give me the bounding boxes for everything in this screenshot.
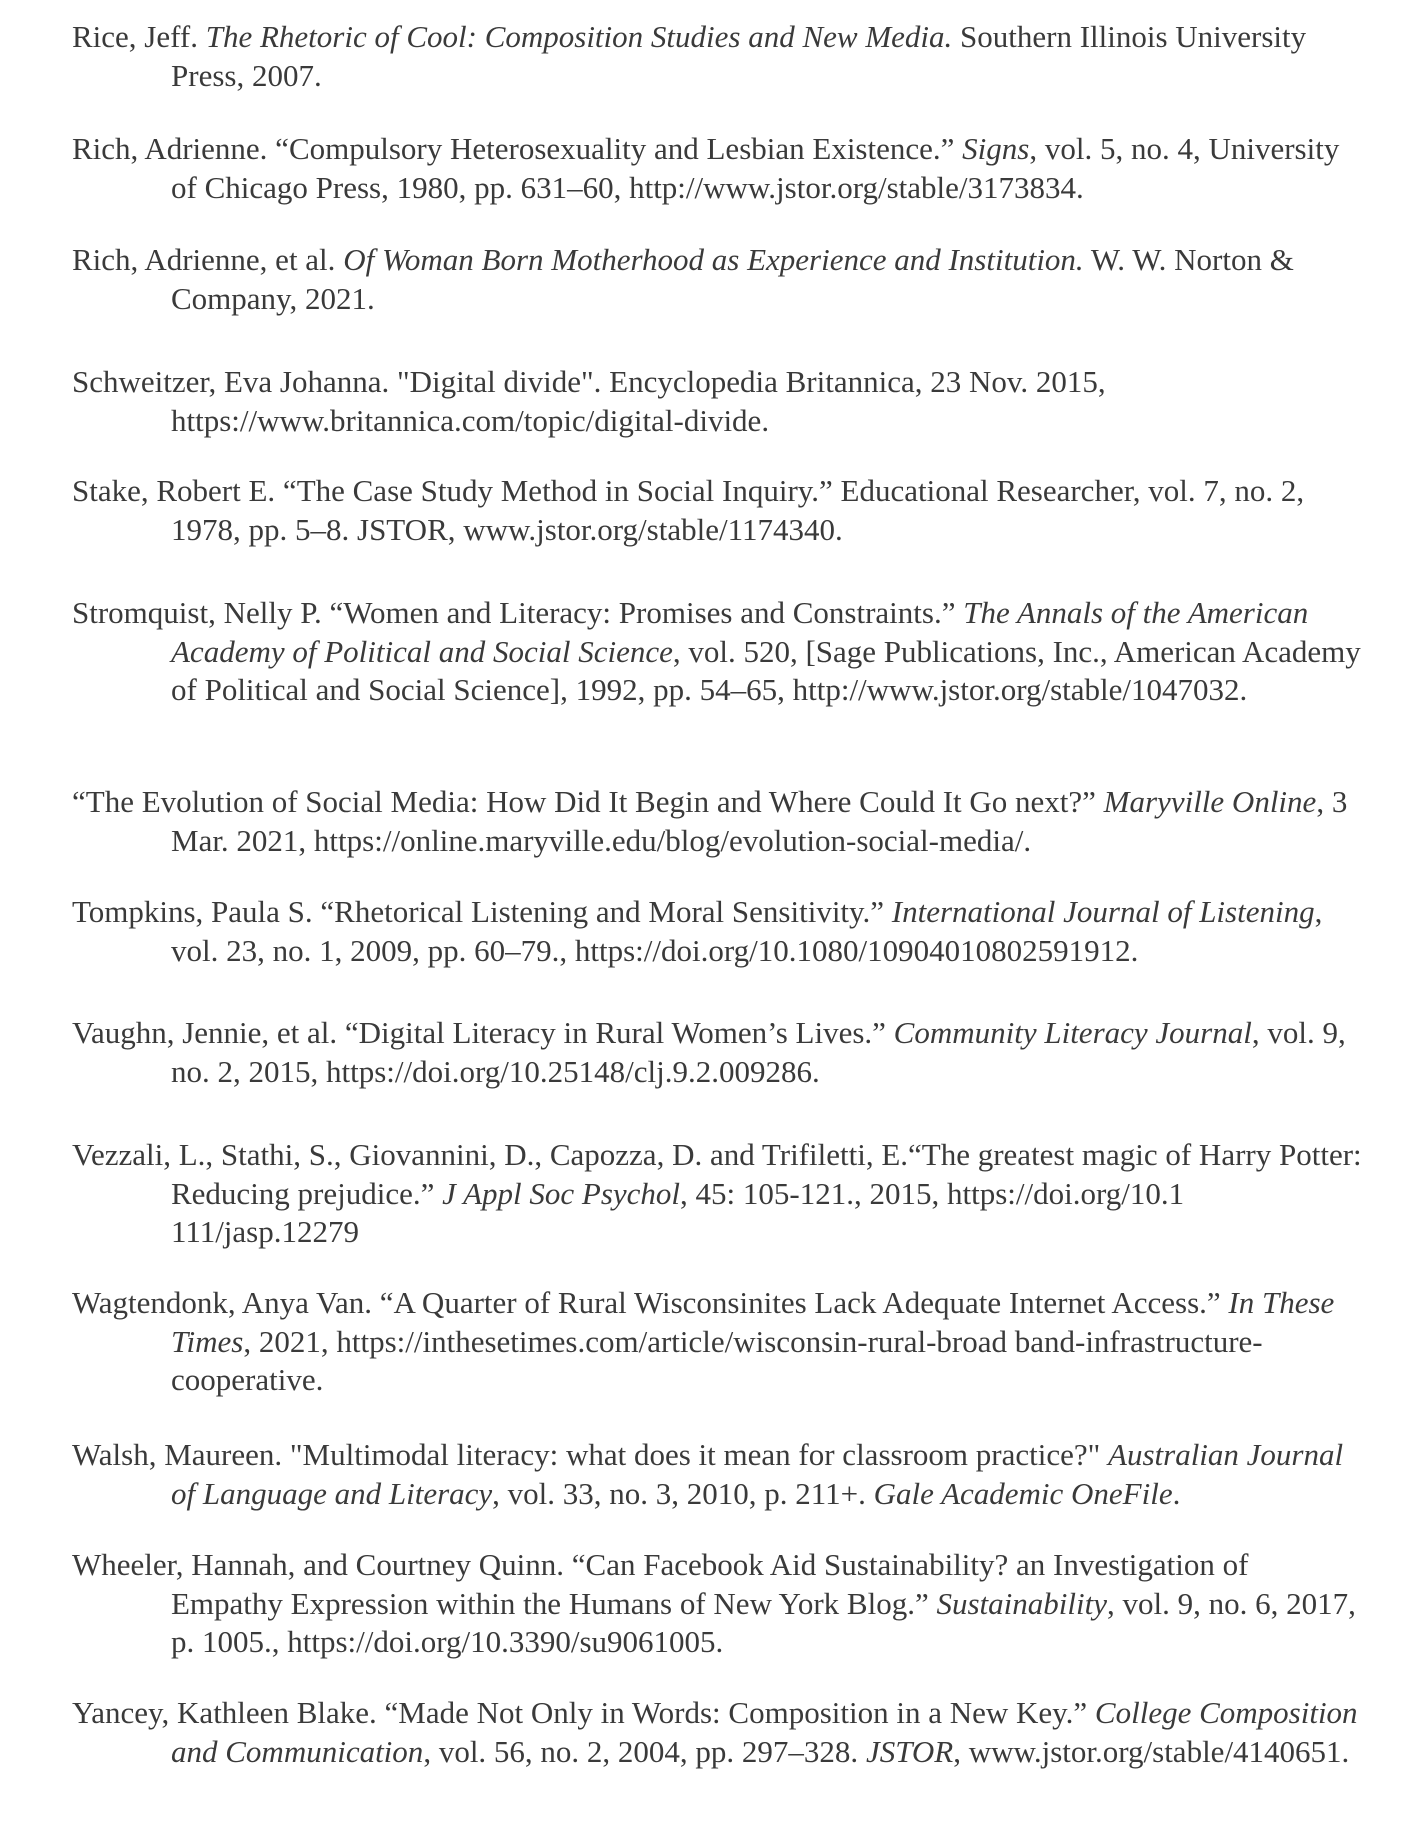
citation-entry: [72, 18, 1362, 95]
citation-text: Rice, Jeff.: [72, 19, 206, 54]
citation-entry: [72, 1014, 1362, 1091]
citation-entry: [72, 363, 1362, 440]
citation-entry: [72, 130, 1362, 207]
citation-italic-title: Of Woman Born Motherhood as Experience and Institution.: [343, 242, 1084, 277]
citation-text: Southern Illinois University Press, 2007.: [171, 19, 1307, 93]
citation-entry: [72, 1546, 1362, 1662]
citation-italic-title: The Annals of the American Academy of Political and Social Science: [171, 595, 1309, 669]
citation-text: , vol. 9, no. 6, 2017, p. 1005., https://doi.org/10.3390/su9061005.: [171, 1585, 1356, 1659]
citation-text: , vol. 9, no. 2, 2015, https://doi.org/10.25148/clj.9.2.009286.: [171, 1015, 1346, 1089]
citation-text: Stromquist, Nelly P. “Women and Literacy: Promises and Constraints.”: [72, 595, 964, 630]
citation-text: , vol. 33, no. 3, 2010, p. 211+.: [492, 1475, 874, 1511]
citation-text: , vol. 5, no. 4, University of Chicago Press, 1980, pp. 631–60, http://www.jstor.org/stable/3173834.: [171, 131, 1340, 205]
citation-text: Wagtendonk, Anya Van. “A Quarter of Rural Wisconsinites Lack Adequate Internet Access.”: [72, 1285, 1229, 1320]
citation-italic-title: Gale Academic OneFile: [873, 1475, 1173, 1511]
citation-text: , 2021, https://inthesetimes.com/article/wisconsin-rural-broad band-infrastructure-cooperative.: [171, 1323, 1263, 1397]
citation-text: Wheeler, Hannah, and Courtney Quinn. “Can Facebook Aid Sustainability? an Investigation of Empathy Expression within the Humans of New York Blog.”: [72, 1547, 1249, 1621]
citation-entry: [72, 1136, 1362, 1252]
citation-text: Walsh, Maureen. "Multimodal literacy: what does it mean for classroom practice?": [72, 1437, 1109, 1472]
citation-text: “The Evolution of Social Media: How Did It Begin and Where Could It Go next?”: [72, 784, 1104, 819]
citation-text: , www.jstor.org/stable/4140651.: [953, 1733, 1350, 1769]
citation-italic-title: College Composition and Communication: [171, 1695, 1358, 1769]
citation-text: Vaughn, Jennie, et al. “Digital Literacy in Rural Women’s Lives.”: [72, 1015, 894, 1050]
citation-text: , vol. 520, [Sage Publications, Inc., American Academy of Political and Social Science], 1992, pp. 54–65, http://www.jstor.org/stable/1047032.: [171, 633, 1361, 707]
citation-entry: [72, 241, 1362, 318]
citation-entry: [72, 893, 1362, 970]
citation-entry: [72, 1284, 1362, 1400]
citation-text: Vezzali, L., Stathi, S., Giovannini, D., Capozza, D. and Trifiletti, E.“The greatest magic of Harry Potter: Reducing prejudice.”: [72, 1137, 1362, 1211]
citation-text: Rich, Adrienne, et al.: [72, 242, 344, 277]
citation-italic-title: In These Times: [171, 1285, 1335, 1359]
citation-entry: [72, 594, 1362, 710]
citation-italic-title: Community Literacy Journal: [893, 1015, 1252, 1050]
citation-text: , vol. 23, no. 1, 2009, pp. 60–79., https://doi.org/10.1080/10904010802591912.: [171, 894, 1323, 968]
citation-text: , 45: 105-121., 2015, https://doi.org/10.1 111/jasp.12279: [171, 1175, 1185, 1249]
citation-entry: [72, 1694, 1362, 1771]
citation-italic-title: Maryville Online: [1103, 784, 1317, 819]
citation-text: Yancey, Kathleen Blake. “Made Not Only in Words: Composition in a New Key.”: [72, 1695, 1095, 1730]
citation-text: Schweitzer, Eva Johanna. "Digital divide". Encyclopedia Britannica, 23 Nov. 2015, https://www.britannica.com/topic/digital-divide.: [72, 364, 1106, 438]
citation-text: .: [1172, 1475, 1181, 1511]
citation-italic-title: Sustainability: [936, 1585, 1107, 1621]
citation-text: , vol. 56, no. 2, 2004, pp. 297–328.: [423, 1733, 866, 1769]
citation-text: , 3 Mar. 2021, https://online.maryville.edu/blog/evolution-social-media/.: [171, 784, 1348, 858]
citation-text: W. W. Norton & Company, 2021.: [171, 242, 1294, 316]
citation-italic-title: JSTOR: [865, 1733, 954, 1769]
citation-entry: [72, 1436, 1362, 1513]
citation-italic-title: Australian Journal of Language and Literacy: [171, 1437, 1344, 1511]
citation-entry: [72, 472, 1362, 549]
citation-italic-title: J Appl Soc Psychol: [442, 1175, 681, 1211]
citation-italic-title: Signs: [962, 131, 1030, 166]
citation-text: Tompkins, Paula S. “Rhetorical Listening and Moral Sensitivity.”: [72, 894, 892, 929]
citation-text: Stake, Robert E. “The Case Study Method in Social Inquiry.” Educational Researcher, vol. 7, no. 2, 1978, pp. 5–8. JSTOR, www.jstor.org/stable/1174340.: [72, 473, 1305, 547]
citation-italic-title: The Rhetoric of Cool: Composition Studies and New Media.: [205, 19, 953, 54]
citation-entry: [72, 783, 1362, 860]
citation-text: Rich, Adrienne. “Compulsory Heterosexuality and Lesbian Existence.”: [72, 131, 963, 166]
citation-italic-title: International Journal of Listening: [891, 894, 1315, 929]
